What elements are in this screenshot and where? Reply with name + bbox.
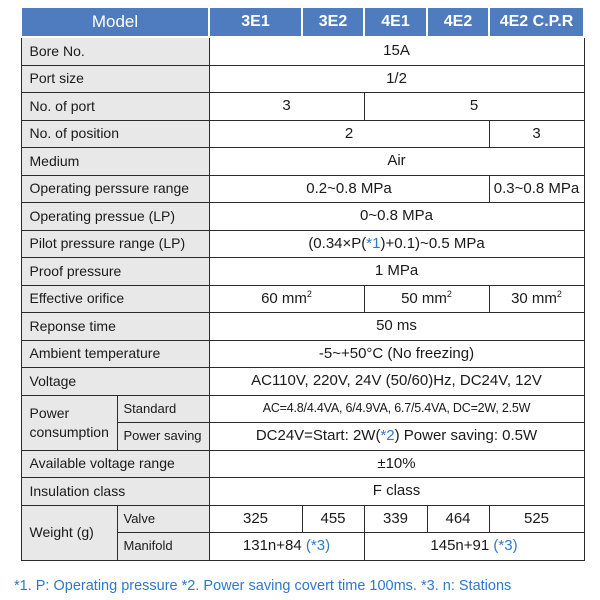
saving-post: ) Power saving: 0.5W [394, 427, 538, 444]
row-no-position [21, 120, 584, 148]
spec-table [20, 6, 585, 561]
row-insulation [21, 478, 584, 506]
manifold-1-note: (*3) [305, 537, 331, 554]
value-response: 50 ms [209, 313, 584, 341]
pilot-post: )+0.1)~0.5 MPa [380, 234, 485, 252]
value-no-position-2: 2 [209, 120, 489, 148]
header-model: Model [21, 7, 209, 37]
value-weight-valve-3e2: 455 [302, 505, 364, 533]
row-weight-valve [21, 505, 584, 533]
value-insulation: F class [209, 478, 584, 506]
value-proof: 1 MPa [209, 258, 584, 286]
header-4e1: 4E1 [364, 7, 427, 37]
label-power-standard: Standard [117, 395, 209, 423]
label-available-voltage: Available voltage range [21, 450, 209, 478]
label-no-port: No. of port [21, 93, 209, 121]
label-operating-lp: Operating pressue (LP) [21, 203, 209, 231]
label-operating-range: Operating perssure range [21, 175, 209, 203]
value-no-port-3: 3 [209, 93, 364, 121]
value-port-size: 1/2 [209, 65, 584, 93]
orifice-3-text: 30 mm [511, 289, 557, 307]
value-weight-valve-3e1: 325 [209, 505, 302, 533]
label-insulation: Insulation class [21, 478, 209, 506]
label-weight-valve: Valve [117, 505, 209, 533]
row-orifice [21, 285, 584, 313]
value-pilot [209, 230, 584, 258]
value-weight-valve-4e2-cpr: 525 [489, 505, 584, 533]
value-weight-valve-4e1: 339 [364, 505, 427, 533]
header-row [21, 7, 584, 37]
row-power-standard [21, 395, 584, 423]
value-ambient: -5~+50°C (No freezing) [209, 340, 584, 368]
value-weight-manifold-1 [209, 533, 364, 561]
row-pilot [21, 230, 584, 258]
label-bore: Bore No. [21, 37, 209, 65]
manifold-2-text: 145n+91 [430, 537, 490, 554]
power-label-line1: Power [29, 404, 70, 421]
value-medium: Air [209, 148, 584, 176]
orifice-2-text: 50 mm [401, 289, 447, 307]
row-response [21, 313, 584, 341]
row-no-port [21, 93, 584, 121]
power-label-line2: consumption [29, 423, 109, 440]
value-operating-range-2: 0.3~0.8 MPa [489, 175, 584, 203]
value-power-standard: AC=4.8/4.4VA, 6/4.9VA, 6.7/5.4VA, DC=2W, 2.5W [209, 395, 584, 423]
footnote: *1. P: Operating pressure *2. Power saving covert time 100ms. *3. n: Stations [14, 578, 512, 594]
row-proof [21, 258, 584, 286]
value-no-position-3: 3 [489, 120, 584, 148]
header-3e2: 3E2 [302, 7, 364, 37]
label-weight: Weight (g) [21, 505, 117, 560]
header-4e2: 4E2 [427, 7, 489, 37]
value-bore: 15A [209, 37, 584, 65]
pilot-note: *1 [366, 234, 381, 252]
row-voltage [21, 368, 584, 396]
label-no-position: No. of position [21, 120, 209, 148]
saving-note: *2 [380, 427, 395, 444]
row-available-voltage [21, 450, 584, 478]
value-operating-range-1: 0.2~0.8 MPa [209, 175, 489, 203]
value-weight-valve-4e2: 464 [427, 505, 489, 533]
value-orifice-1 [209, 285, 364, 313]
manifold-2-note: (*3) [493, 537, 518, 554]
row-bore [21, 37, 584, 65]
label-power-saving: Power saving [117, 423, 209, 451]
label-ambient: Ambient temperature [21, 340, 209, 368]
orifice-1-text: 60 mm [261, 289, 307, 307]
value-power-saving [209, 423, 584, 451]
label-pilot: Pilot pressure range (LP) [21, 230, 209, 258]
value-orifice-2 [364, 285, 489, 313]
label-power-consumption [21, 395, 117, 450]
value-weight-manifold-2 [364, 533, 584, 561]
manifold-1-text: 131n+84 [242, 537, 302, 554]
pilot-pre: (0.34×P( [308, 234, 367, 252]
label-port-size: Port size [21, 65, 209, 93]
label-weight-manifold: Manifold [117, 533, 209, 561]
header-3e1: 3E1 [209, 7, 302, 37]
value-available-voltage: ±10% [209, 450, 584, 478]
label-proof: Proof pressure [21, 258, 209, 286]
row-ambient [21, 340, 584, 368]
value-voltage: AC110V, 220V, 24V (50/60)Hz, DC24V, 12V [209, 368, 584, 396]
orifice-3-sup: 2 [556, 288, 562, 299]
value-operating-lp: 0~0.8 MPa [209, 203, 584, 231]
orifice-2-sup: 2 [446, 288, 452, 299]
orifice-1-sup: 2 [306, 288, 312, 299]
label-orifice: Effective orifice [21, 285, 209, 313]
header-4e2-cpr: 4E2 C.P.R [489, 7, 584, 37]
row-operating-range [21, 175, 584, 203]
label-voltage: Voltage [21, 368, 209, 396]
value-orifice-3 [489, 285, 584, 313]
saving-pre: DC24V=Start: 2W( [255, 427, 381, 444]
value-no-port-5: 5 [364, 93, 584, 121]
label-medium: Medium [21, 148, 209, 176]
row-medium [21, 148, 584, 176]
row-operating-lp [21, 203, 584, 231]
row-port-size [21, 65, 584, 93]
label-response: Reponse time [21, 313, 209, 341]
